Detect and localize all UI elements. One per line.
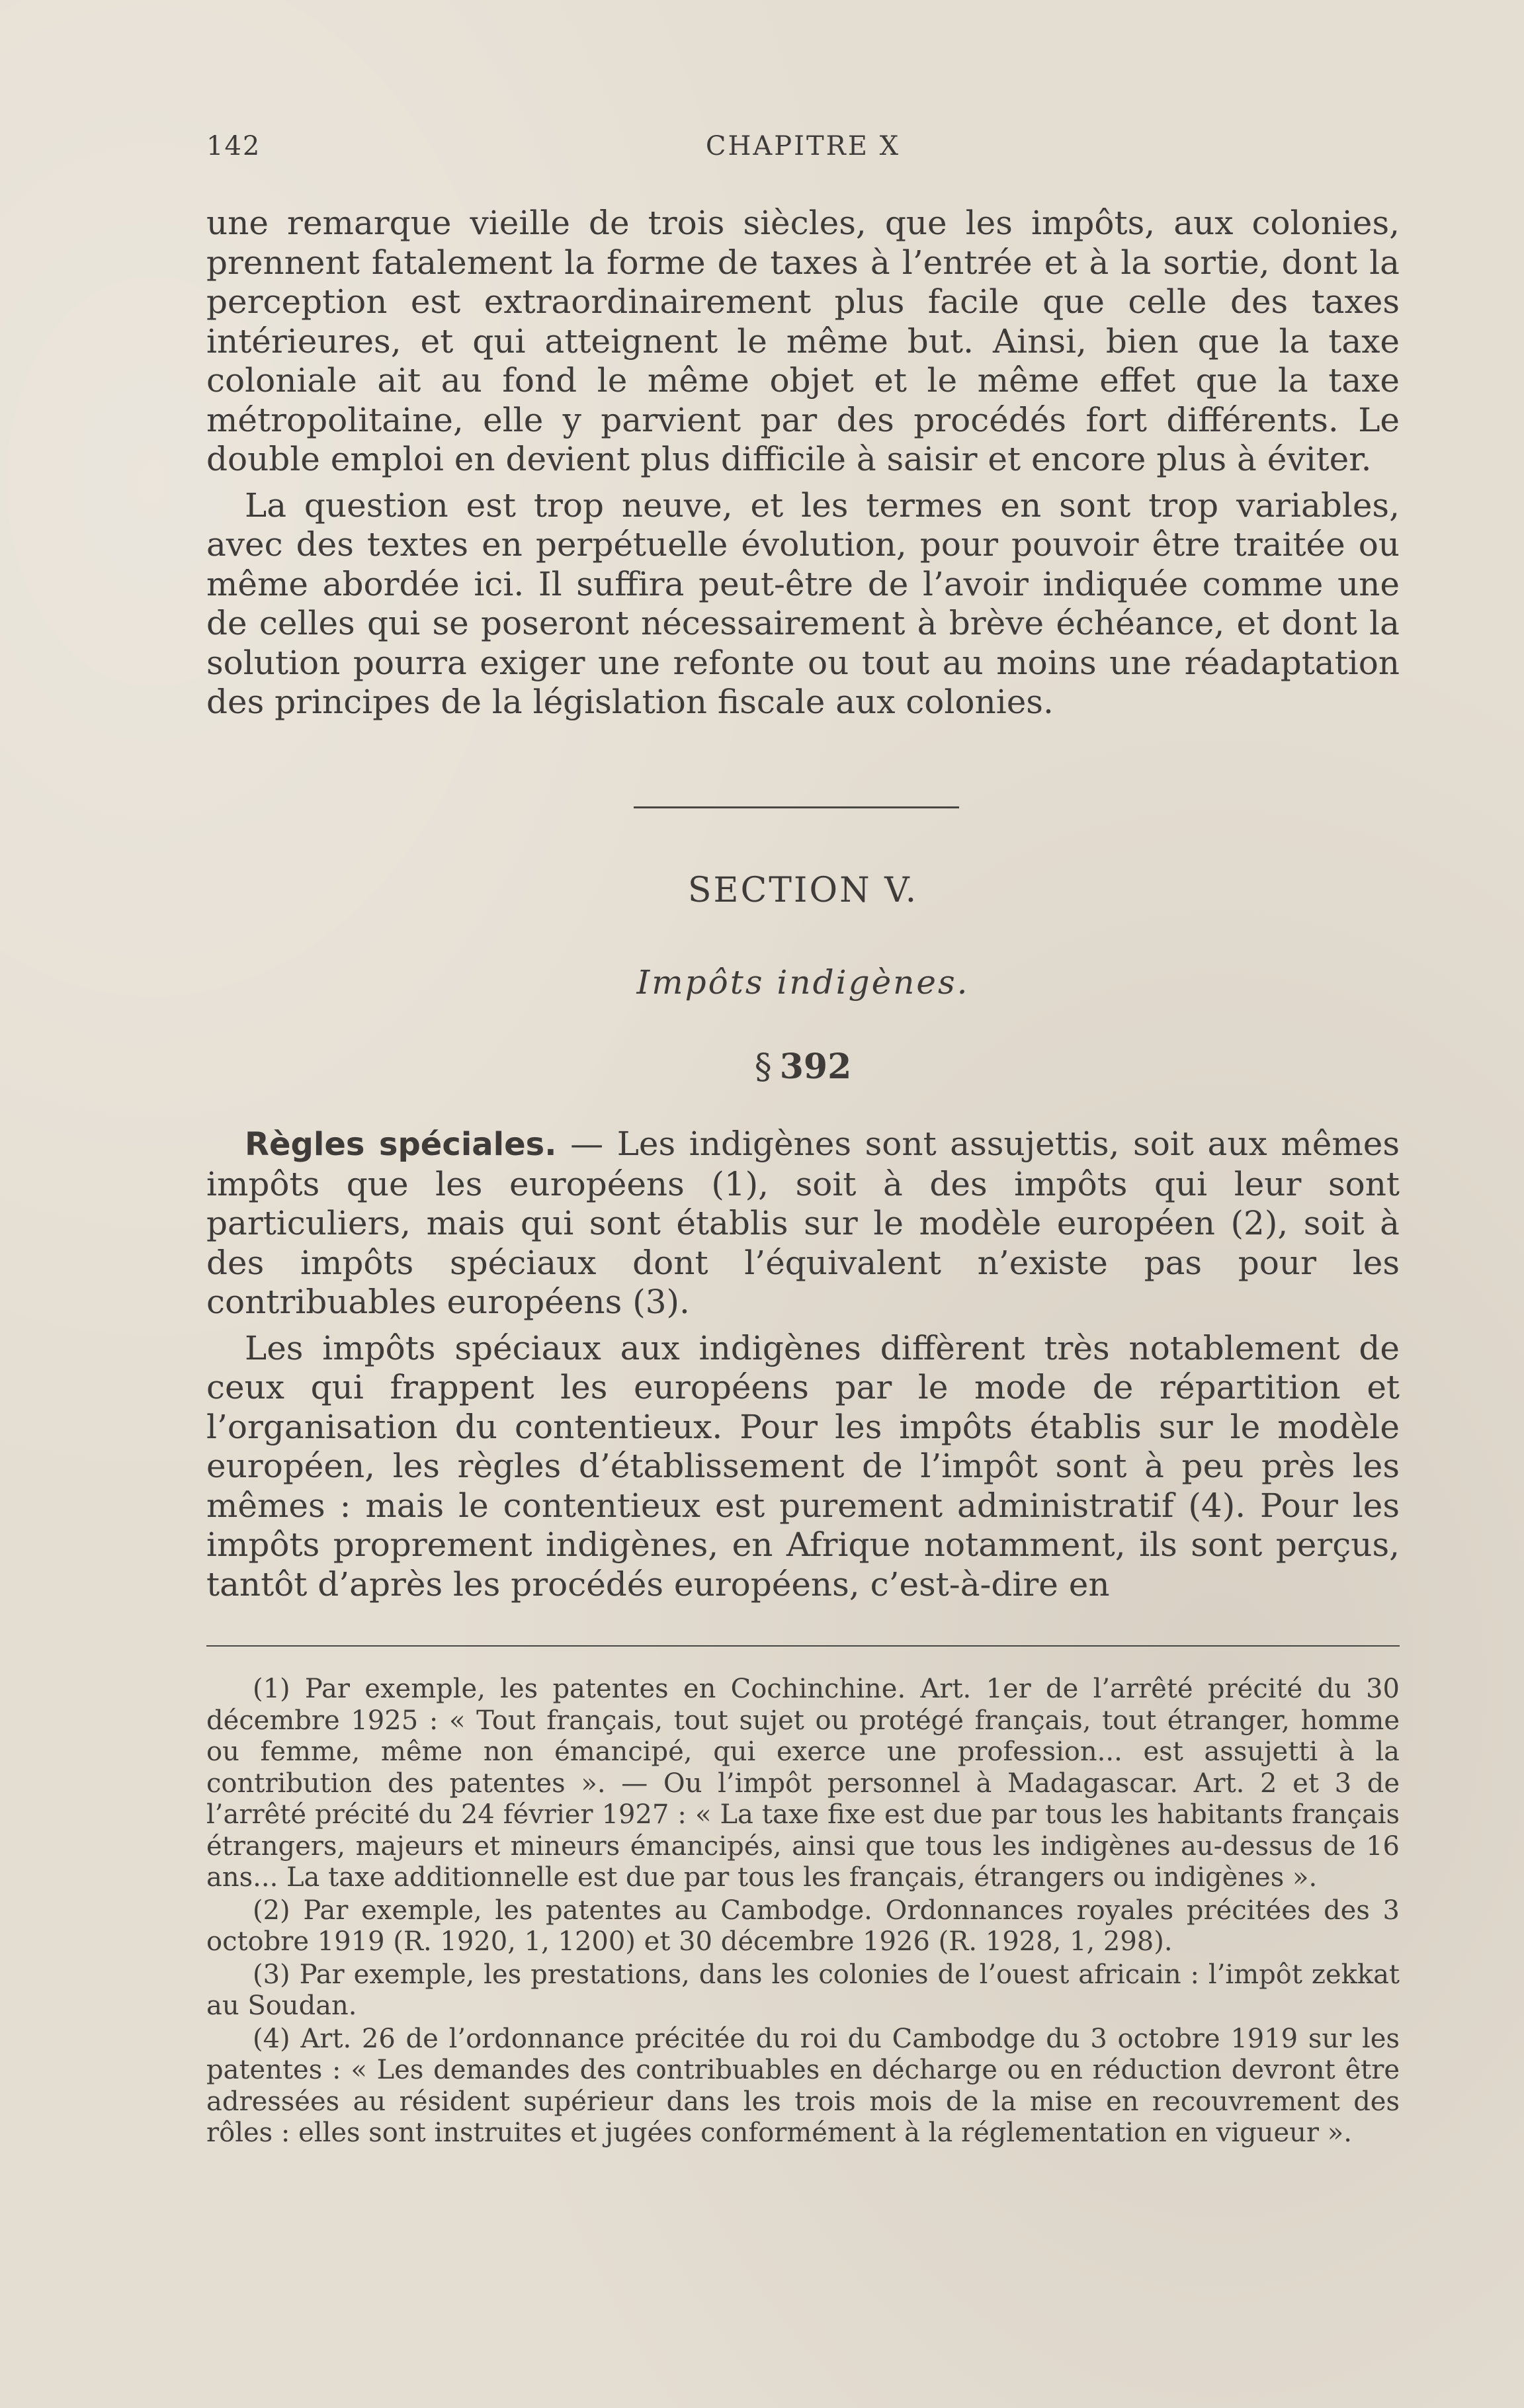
footnote-1: (1) Par exemple, les patentes en Cochinchine. Art. 1er de l’arrêté précité du 30 décembre 1925 : « Tout français, tout sujet ou protégé français, tout étranger, homme ou femme, même non émancipé, qui exerce une profession... est assujetti à la contribution des patentes ». — Ou l’impôt personnel à Madagascar. Art. 2 et 3 de l’arrêté précité du 24 février 1927 : « La taxe fixe est due par tous les habitants français étrangers, majeurs et mineurs émancipés, ainsi que tous les indigènes au-dessus de 16 ans... La taxe additionnelle est due par tous les français, étrangers ou indigènes ». [206, 1674, 1400, 1893]
footnote-2: (2) Par exemple, les patentes au Cambodge. Ordonnances royales précitées des 3 octobre 1919 (R. 1920, 1, 1200) et 30 décembre 1926 (R. 1928, 1, 298). [206, 1895, 1400, 1957]
footnote-rule [206, 1645, 1400, 1647]
page-header [206, 131, 1400, 171]
section-sign: § [754, 1047, 772, 1087]
section-subtitle: Impôts indigènes. [636, 963, 970, 1002]
page-number: 142 [206, 131, 261, 161]
rules-heading: Règles spéciales. [245, 1126, 557, 1163]
rules-paragraph-1-text: — Les indigènes sont assujettis, soit aux mêmes impôts que les européens (1), soit à des impôts qui leur sont particuliers, mais qui sont établis sur le modèle européen (2), soit à des impôts spéciaux dont l’équivalent n’existe pas pour les contribuables européens (3). [206, 1125, 1400, 1321]
intro-text [206, 204, 1400, 722]
section-divider [634, 806, 959, 808]
intro-paragraph-2: La question est trop neuve, et les termes en sont trop variables, avec des textes en perpétuelle évolution, pour pouvoir être traitée ou même abordée ici. Il suffira peut-être de l’avoir indiquée comme une de celles qui se poseront nécessairement à brève échéance, et dont la solution pourra exiger une refonte ou tout au moins une réadaptation des principes de la législation fiscale aux colonies. [206, 486, 1400, 721]
intro-paragraph-1: une remarque vieille de trois siècles, que les impôts, aux colonies, prennent fatalement la forme de taxes à l’entrée et à la sortie, dont la perception est extraordinairement plus facile que celle des taxes intérieures, et qui atteignent le même but. Ainsi, bien que la taxe coloniale ait au fond le même objet et le même effet que la taxe métropolitaine, elle y parvient par des procédés fort différents. Le double emploi en devient plus difficile à saisir et encore plus à éviter. [206, 204, 1400, 478]
footnote-3: (3) Par exemple, les prestations, dans les colonies de l’ouest africain : l’impôt zekkat au Soudan. [206, 1959, 1400, 2021]
rules-text [206, 1125, 1400, 1604]
rules-paragraph-1 [206, 1125, 1400, 1322]
footnote-4: (4) Art. 26 de l’ordonnance précitée du roi du Cambodge du 3 octobre 1919 sur les patentes : « Les demandes des contribuables en décharge ou en réduction devront être adressées au résident supérieur dans les trois mois de la mise en recouvrement des rôles : elles sont instruites et jugées conformément à la réglementation en vigueur ». [206, 2023, 1400, 2148]
paragraph-number-value: 392 [779, 1047, 852, 1087]
paragraph-number [206, 1047, 1400, 1087]
footnotes [206, 1674, 1400, 2149]
rules-paragraph-2: Les impôts spéciaux aux indigènes diffèrent très notablement de ceux qui frappent les européens par le mode de répartition et l’organisation du contentieux. Pour les impôts établis sur le modèle européen, les règles d’établissement de l’impôt sont à peu près les mêmes : mais le contentieux est purement administratif (4). Pour les impôts proprement indigènes, en Afrique notamment, ils sont perçus, tantôt d’après les procédés européens, c’est-à-dire en [206, 1328, 1400, 1604]
section-title: SECTION V. [687, 871, 919, 910]
running-head: CHAPITRE X [705, 131, 901, 161]
